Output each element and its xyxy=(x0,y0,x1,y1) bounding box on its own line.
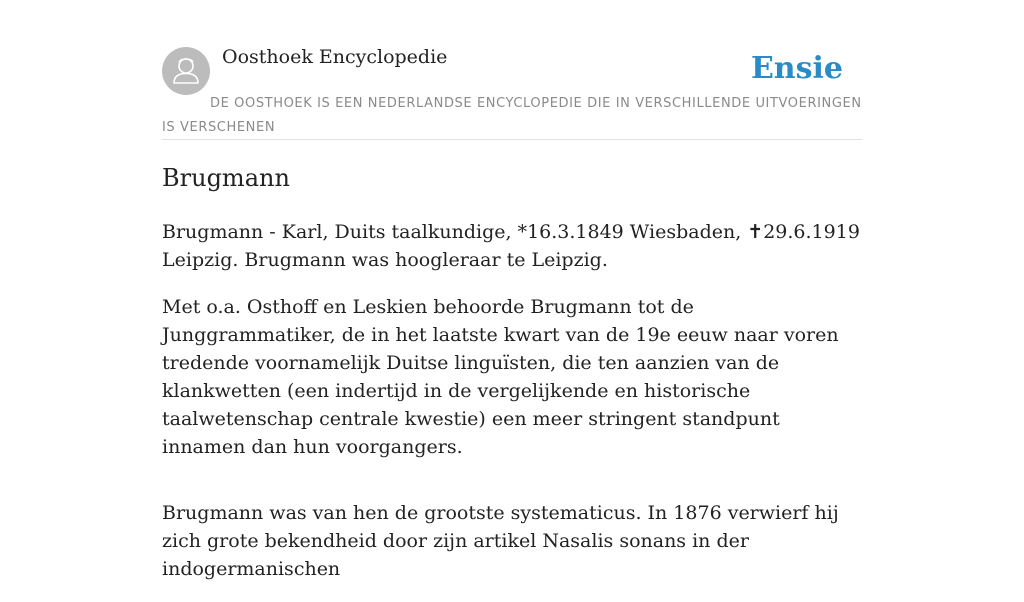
source-avatar[interactable] xyxy=(162,47,210,95)
article-paragraph-2: Met o.a. Osthoff en Leskien behoorde Brugmann tot de Junggrammatiker, de in het laatste kwart van de 19e eeuw naar voren tredende voornamelijk Duitse linguïsten, die ten aanzien van de klankwetten (een indertijd in de vergelijkende en historische taalwetenschap centrale kwestie) een meer stringent standpunt innamen dan hun voorgangers. xyxy=(162,296,839,458)
article-paragraph-3: Brugmann was van hen de grootste systematicus. In 1876 verwierf hij zich grote bekendheid door zijn artikel Nasalis sonans in der indogermanischen xyxy=(162,502,839,580)
source-description: DE OOSTHOEK IS EEN NEDERLANDSE ENCYCLOPEDIE DIE IN VERSCHILLENDE UITVOERINGEN IS VERSCHENEN xyxy=(162,96,862,135)
article-paragraph-1: Brugmann - Karl, Duits taalkundige, *16.3.1849 Wiesbaden, ✝29.6.1919 Leipzig. Brugmann was hoogleraar te Leipzig. xyxy=(162,221,860,271)
source-title[interactable]: Oosthoek Encyclopedie xyxy=(222,46,448,68)
header-divider xyxy=(162,139,862,140)
article-title: Brugmann xyxy=(162,164,290,192)
article-body xyxy=(162,160,862,602)
brand-logo[interactable]: Ensie xyxy=(750,51,843,86)
user-silhouette-icon xyxy=(162,47,210,95)
